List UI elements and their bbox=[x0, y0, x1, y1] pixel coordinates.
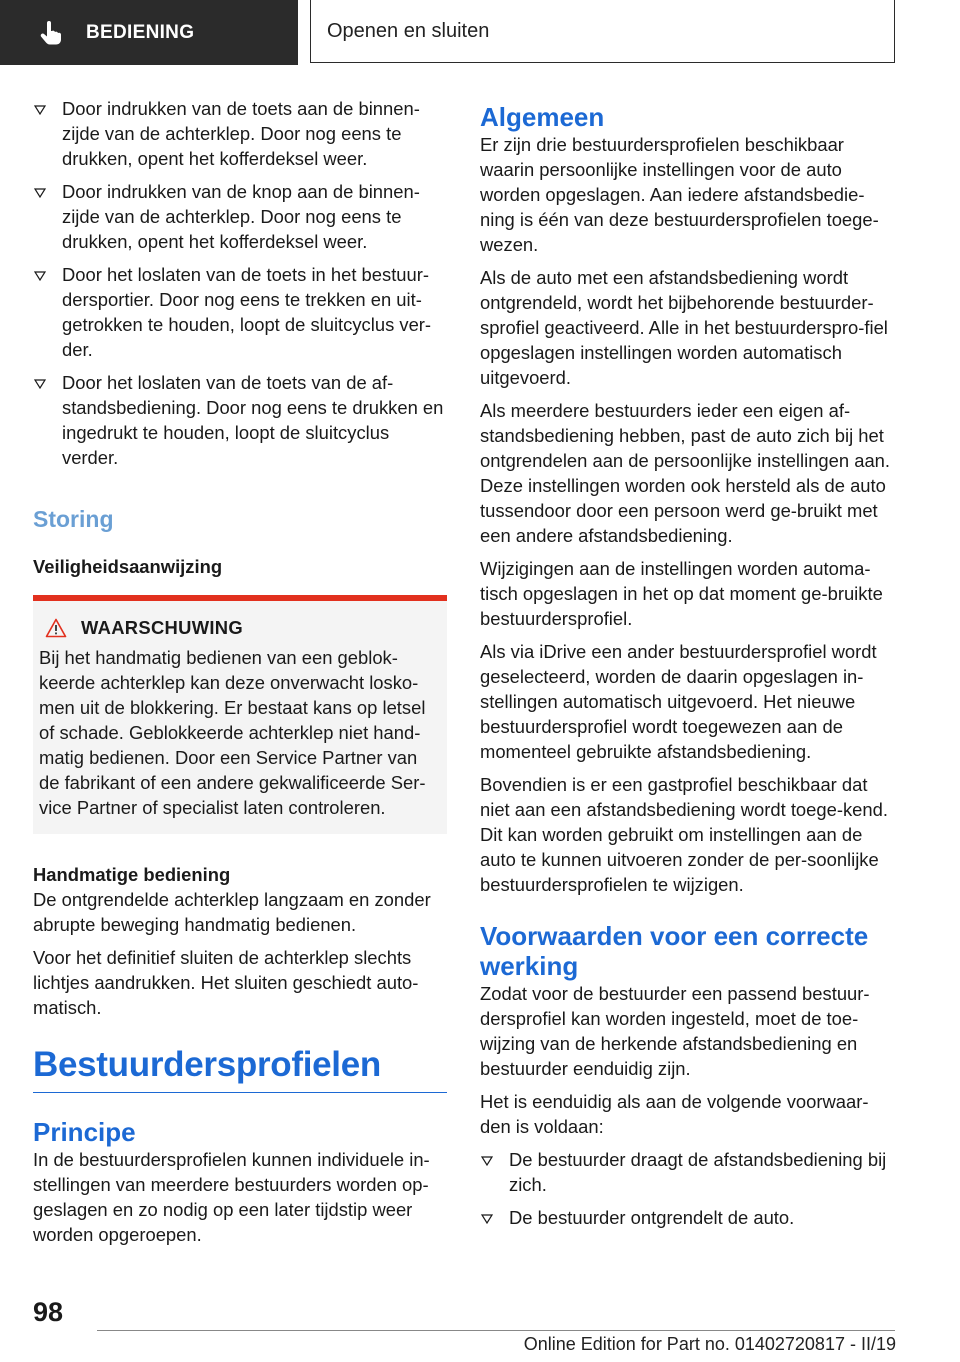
paragraph: In de bestuurdersprofielen kunnen individuele in-stellingen van meerdere bestuurders worden op-geslagen en zo nodig op een later tijdstip weer worden opgeroepen. bbox=[33, 1149, 430, 1245]
triangle-bullet-icon bbox=[34, 379, 46, 389]
list-item: Door indrukken van de knop aan de binnen-zijde van de achterklep. Door nog eens te drukken, opent het kofferdeksel weer. bbox=[33, 179, 447, 254]
triangle-bullet-icon bbox=[34, 188, 46, 198]
hand-pointer-icon bbox=[38, 20, 64, 46]
paragraph: De ontgrendelde achterklep langzaam en zonder abrupte beweging handmatig bedienen. bbox=[33, 889, 431, 935]
paragraph: Als de auto met een afstandsbediening wordt ontgrendeld, wordt het bijbehorende bestuurder-sprofiel geactiveerd. Alle in het bestuurderspro-fiel opgeslagen instellingen worden automatisch uitgevoerd. bbox=[480, 267, 888, 388]
triangle-bullet-icon bbox=[34, 271, 46, 281]
principe-heading: Principe bbox=[33, 1117, 136, 1147]
paragraph: Als meerdere bestuurders ieder een eigen af-standsbediening hebben, past de auto zich bij het ontgrendelen aan de persoonlijke instellingen aan. Deze instellingen worden ook hersteld als de auto tussendoor door een persoon werd ge-bruikt met een andere afstandsbediening. bbox=[480, 400, 891, 546]
paragraph: Er zijn drie bestuurdersprofielen beschikbaar waarin persoonlijke instellingen voor de auto worden opgeslagen. Aan iedere afstandsbedie-ning is één van deze bestuurdersprofielen toege-wezen. bbox=[480, 134, 879, 255]
voorwaarden-heading: Voorwaarden voor een correcte werking bbox=[480, 921, 869, 981]
paragraph: Bovendien is er een gastprofiel beschikbaar dat niet aan een afstandsbediening wordt toege-kend. Dit kan worden gebruikt om instellingen aan de auto te kunnen uitvoeren zonder de per-soonlijke bestuurdersprofielen te wijzigen. bbox=[480, 774, 888, 895]
section-label: BEDIENING bbox=[86, 21, 195, 43]
warning-text: Bij het handmatig bedienen van een geblok-keerde achterklep kan deze onverwacht losko-men uit de blokkering. Er bestaat kans op letsel of schade. Geblokkeerde achterklep niet hand-matig bedienen. Door een Service Partner van de fabrikant of een andere gekwalificeerde Ser-vice Partner of specialist laten controleren. bbox=[39, 647, 426, 818]
page-number: 98 bbox=[33, 1297, 64, 1327]
bullet-list-left bbox=[33, 96, 447, 470]
paragraph: Het is eenduidig als aan de volgende voorwaar-den is voldaan: bbox=[480, 1091, 869, 1137]
warning-box bbox=[33, 595, 447, 834]
list-item: Door het loslaten van de toets van de af-standsbediening. Door nog eens te drukken en ingedrukt te houden, loopt de sluitcyclus verder. bbox=[33, 370, 447, 470]
chapter-label: Openen en sluiten bbox=[327, 19, 490, 42]
section-tab bbox=[0, 0, 298, 65]
list-item: De bestuurder draagt de afstandsbediening bij zich. bbox=[480, 1147, 898, 1197]
triangle-bullet-icon bbox=[34, 105, 46, 115]
chapter-title: Bestuurdersprofielen bbox=[33, 1044, 447, 1093]
list-item: Door het loslaten van de toets in het bestuur-dersportier. Door nog eens te trekken en uit-getrokken te houden, loopt de sluitcyclus ver-der. bbox=[33, 262, 447, 362]
storing-heading: Storing bbox=[33, 506, 114, 532]
safety-subheading: Veiligheidsaanwijzing bbox=[33, 556, 223, 577]
warning-triangle-icon bbox=[45, 618, 67, 638]
list-item: Door indrukken van de toets aan de binnen-zijde van de achterklep. Door nog eens te drukken, opent het kofferdeksel weer. bbox=[33, 96, 447, 171]
right-column bbox=[480, 96, 898, 1238]
warning-title: WAARSCHUWING bbox=[39, 617, 437, 639]
chapter-header bbox=[310, 0, 895, 63]
left-column bbox=[33, 96, 447, 1255]
bullet-list-right bbox=[480, 1147, 898, 1230]
paragraph: Voor het definitief sluiten de achterklep slechts lichtjes aandrukken. Het sluiten geschiedt auto-matisch. bbox=[33, 947, 419, 1018]
edition-info: Online Edition for Part no. 01402720817 - II/19 bbox=[523, 1334, 896, 1354]
triangle-bullet-icon bbox=[481, 1156, 493, 1166]
footer-divider bbox=[97, 1330, 895, 1331]
list-item: De bestuurder ontgrendelt de auto. bbox=[480, 1205, 898, 1230]
algemeen-heading: Algemeen bbox=[480, 102, 605, 132]
paragraph: Zodat voor de bestuurder een passend bestuur-dersprofiel kan worden ingesteld, moet de toe-wijzing van de herkende afstandsbediening en bestuurder eenduidig zijn. bbox=[480, 983, 870, 1079]
paragraph: Wijzigingen aan de instellingen worden automa-tisch opgeslagen in het op dat moment ge-bruikte bestuurdersprofiel. bbox=[480, 558, 883, 629]
paragraph: Als via iDrive een ander bestuurdersprofiel wordt geselecteerd, worden de daarin opgeslagen in-stellingen automatisch uitgevoerd. Het nieuwe bestuurdersprofiel wordt toegewezen aan de momenteel gebruikte afstandsbediening. bbox=[480, 641, 877, 762]
manual-operation-heading: Handmatige bediening bbox=[33, 864, 231, 885]
triangle-bullet-icon bbox=[481, 1214, 493, 1224]
